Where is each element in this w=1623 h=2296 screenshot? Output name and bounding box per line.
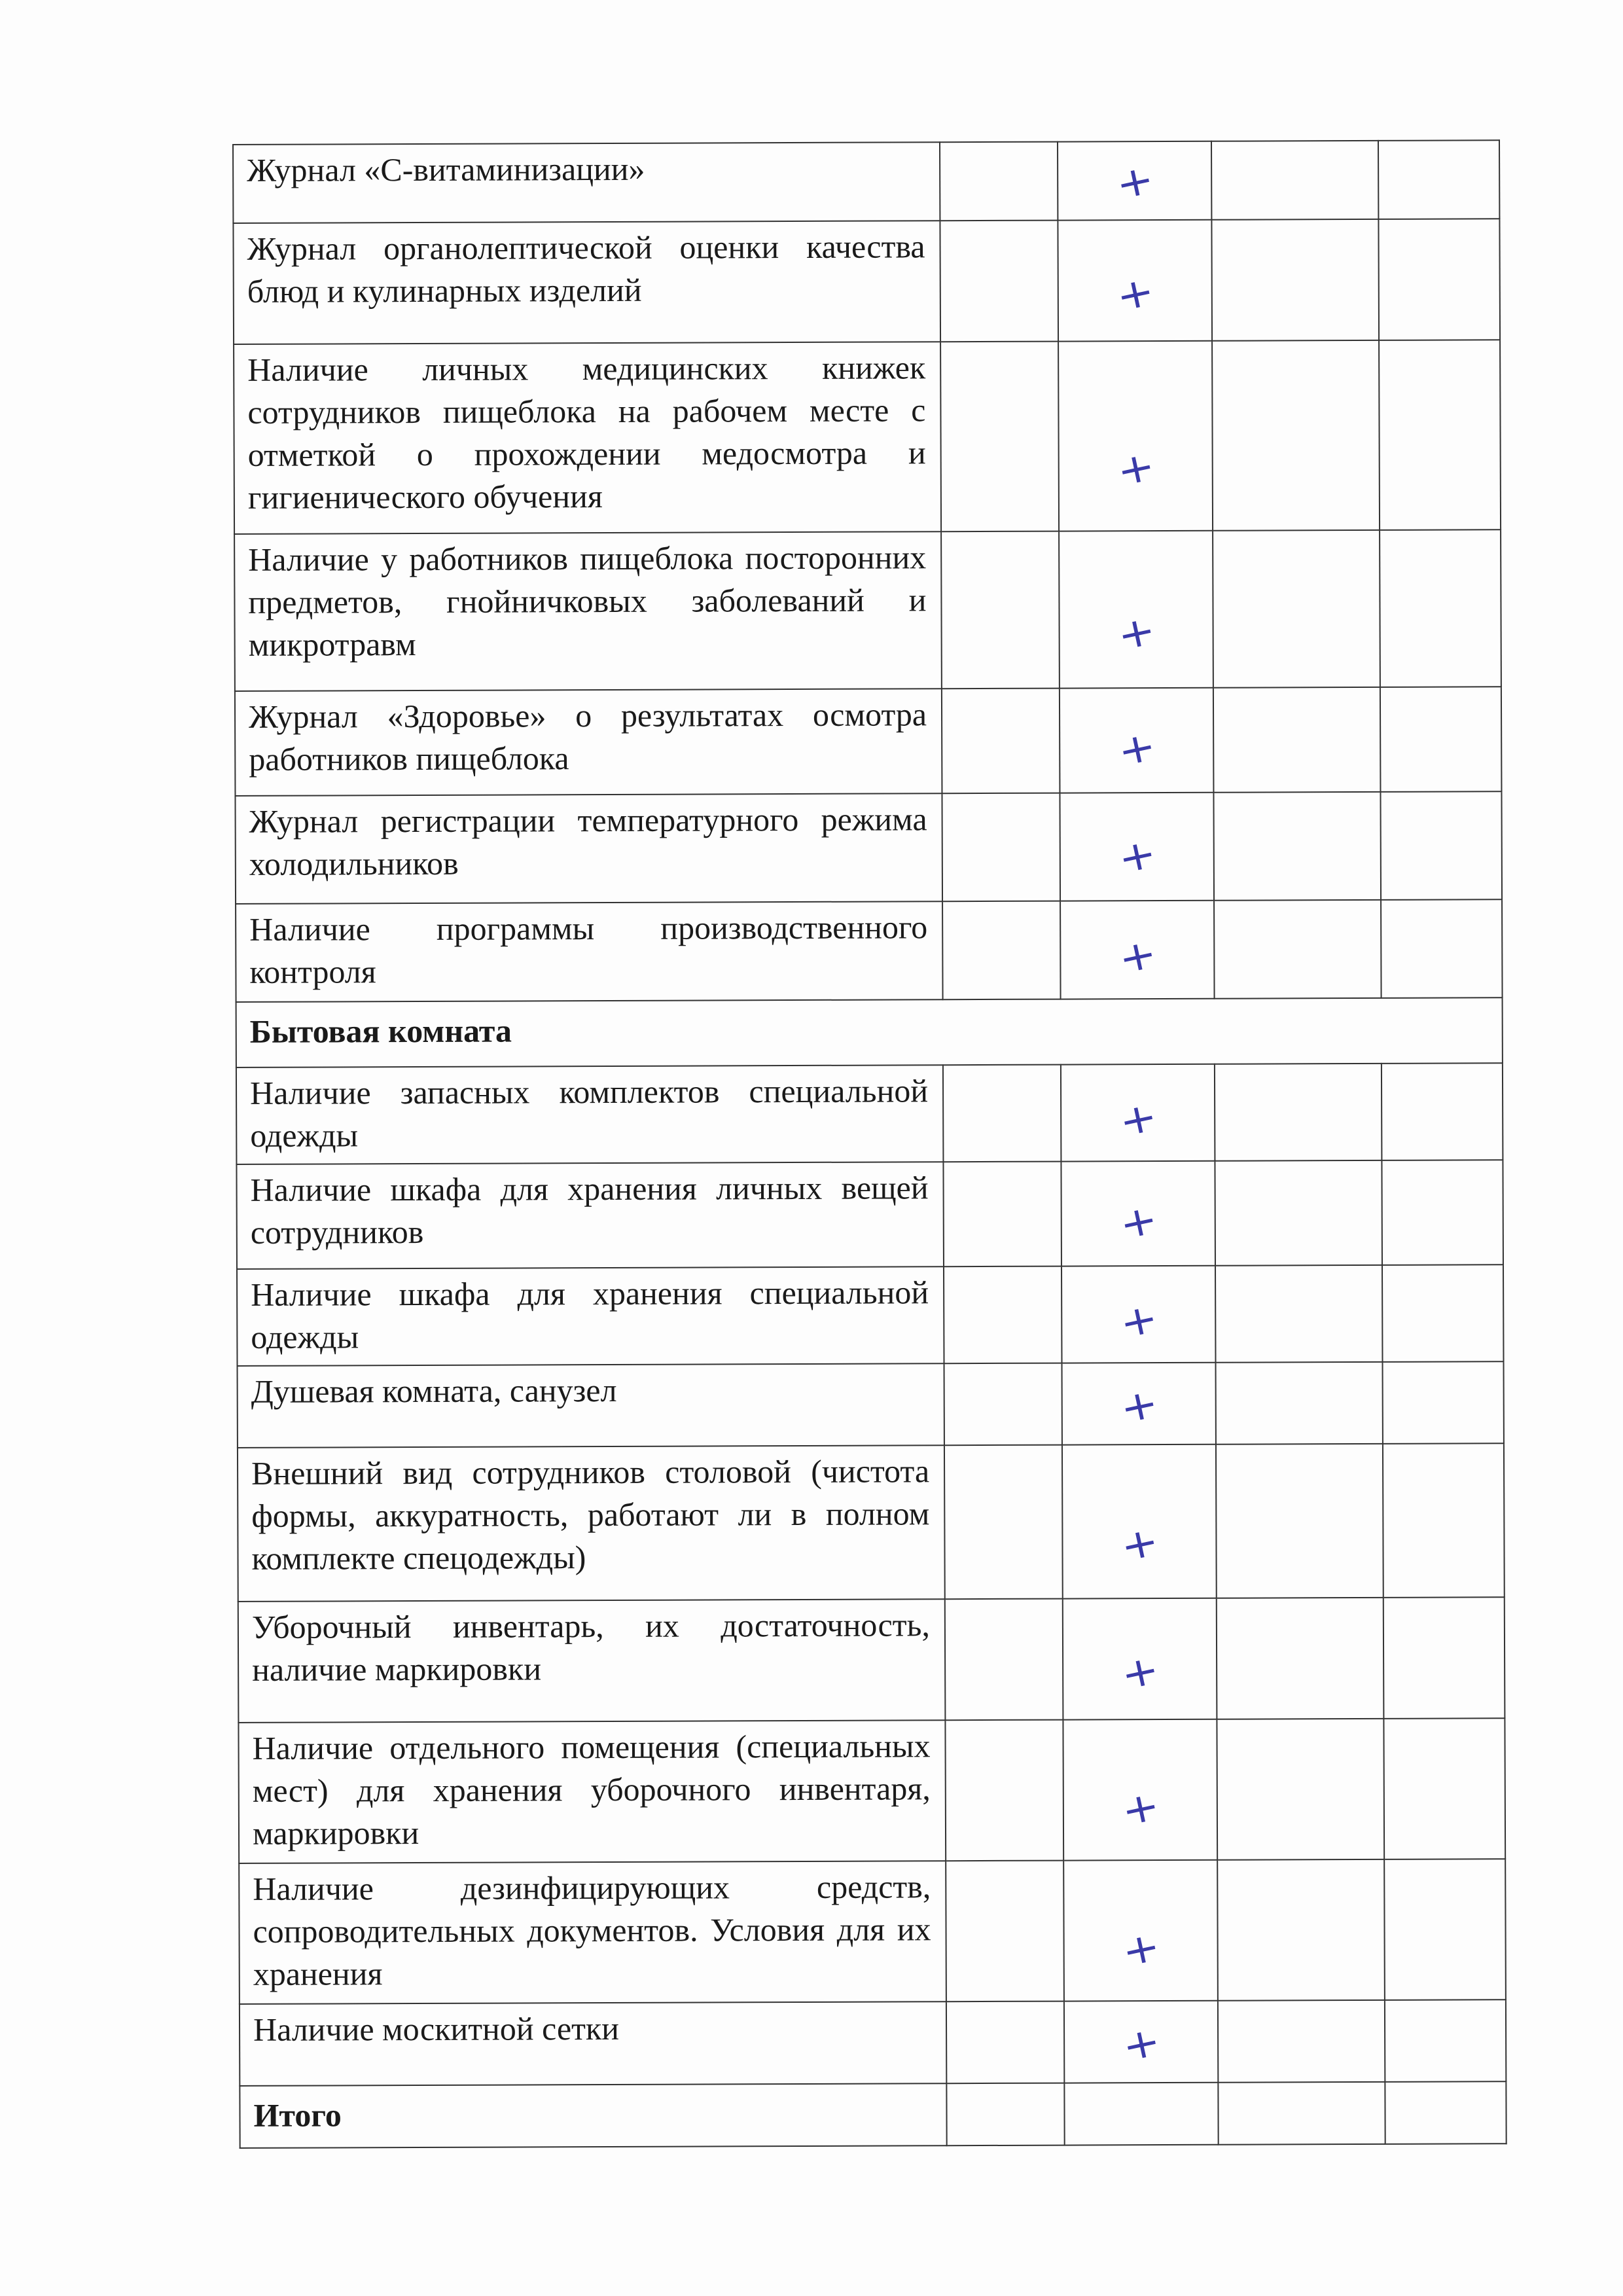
plus-mark-icon: + [1115, 1378, 1162, 1433]
mark-cell [1063, 1860, 1218, 2001]
plus-mark-icon: + [1114, 1091, 1162, 1147]
mark-cell [1061, 1161, 1215, 1266]
empty-cell [940, 342, 1059, 532]
empty-cell [1383, 1443, 1505, 1598]
item-text: Журнал «Здоровье» о результатах осмотра работников пищеблока [248, 696, 927, 778]
item-text: Уборочный инвентарь, их достаточность, наличие маркировки [251, 1606, 931, 1688]
item-cell [236, 1065, 944, 1164]
item-cell [238, 1363, 944, 1448]
plus-mark-icon: + [1115, 1293, 1162, 1348]
empty-cell [940, 221, 1058, 342]
empty-cell [1213, 530, 1380, 688]
checklist-row [234, 340, 1501, 534]
empty-cell [1218, 2082, 1385, 2145]
empty-cell [1211, 141, 1378, 220]
plus-mark-icon: + [1116, 1644, 1164, 1700]
empty-cell [940, 142, 1058, 221]
empty-cell [1379, 340, 1501, 530]
item-text: Наличие личных медицинских книжек сотрудников пищеблока на рабочем месте с отметкой о прохождении медосмотра и гигиенического обучения [247, 349, 926, 516]
plus-mark-icon: + [1117, 1922, 1164, 1977]
checklist-row [233, 140, 1499, 223]
checklist-row [238, 1361, 1504, 1448]
plus-mark-icon: + [1115, 1194, 1162, 1249]
item-text: Душевая комната, санузел [251, 1371, 617, 1410]
empty-cell [1212, 340, 1380, 531]
mark-cell [1063, 1719, 1217, 1861]
section-title: Бытовая комната [249, 1012, 512, 1050]
mark-cell [1062, 1363, 1216, 1445]
empty-cell [1382, 1160, 1503, 1265]
plus-mark-icon: + [1113, 829, 1160, 884]
empty-cell [1382, 1063, 1503, 1160]
empty-cell [942, 901, 1061, 1000]
item-text: Наличие шкафа для хранения личных вещей сотрудников [250, 1169, 929, 1251]
plus-mark-icon: + [1113, 721, 1160, 776]
mark-cell [1058, 341, 1213, 531]
item-text: Наличие программы производственного контроля [249, 908, 928, 990]
mark-cell [1061, 1266, 1216, 1363]
checklist-row [234, 529, 1501, 691]
empty-cell [1213, 792, 1381, 901]
item-cell [240, 2001, 946, 2086]
empty-cell [946, 2083, 1064, 2146]
checklist-row [235, 791, 1502, 904]
checklist-row [236, 1160, 1503, 1269]
item-text: Наличие отдельного помещения (специальных мест) для хранения уборочного инвентаря, маркировки [252, 1727, 931, 1852]
mark-cell [1063, 1598, 1217, 1720]
item-cell [238, 1599, 946, 1723]
empty-cell [1064, 2083, 1218, 2145]
item-text: Наличие москитной сетки [253, 2009, 620, 2048]
checklist-row [236, 1063, 1503, 1164]
empty-cell [1378, 219, 1500, 340]
mark-cell [1060, 688, 1214, 793]
empty-cell [1380, 687, 1502, 792]
mark-cell [1061, 1064, 1215, 1162]
checklist-row [235, 687, 1502, 796]
empty-cell [1381, 899, 1503, 998]
checklist-row [238, 1718, 1505, 1863]
checklist-row [236, 899, 1503, 1002]
empty-cell [1213, 687, 1381, 793]
item-text: Журнал регистрации температурного режима холодильников [249, 800, 927, 882]
empty-cell [1385, 2000, 1506, 2082]
item-text: Наличие запасных комплектов специальной одежды [249, 1072, 929, 1154]
empty-cell [946, 2001, 1064, 2084]
item-cell [235, 793, 942, 904]
item-cell [236, 1162, 944, 1269]
mark-cell [1064, 2001, 1218, 2083]
empty-cell [946, 1861, 1064, 2002]
checklist-row [238, 1443, 1505, 1602]
item-text: Журнал органолептической оценки качества блюд и кулинарных изделий [247, 228, 925, 310]
mark-cell [1060, 793, 1214, 901]
empty-cell [945, 1720, 1063, 1861]
item-cell [236, 901, 943, 1002]
empty-cell [1384, 1859, 1506, 2000]
empty-cell [942, 689, 1060, 794]
empty-cell [1380, 529, 1501, 687]
item-cell [237, 1266, 944, 1366]
total-label: Итого [253, 2096, 342, 2134]
item-cell [238, 1445, 945, 1602]
item-cell [234, 342, 941, 534]
mark-cell [1062, 1444, 1217, 1599]
empty-cell [1218, 2000, 1385, 2083]
empty-cell [1217, 1859, 1385, 2001]
empty-cell [943, 1162, 1061, 1267]
total-label-cell [240, 2083, 946, 2148]
empty-cell [941, 531, 1060, 689]
plus-mark-icon: + [1114, 929, 1161, 984]
empty-cell [1214, 900, 1382, 999]
empty-cell [1215, 1064, 1382, 1161]
item-cell [233, 221, 940, 344]
item-cell [239, 1861, 946, 2004]
plus-mark-icon: + [1113, 605, 1160, 660]
item-cell [233, 142, 940, 223]
empty-cell [1215, 1265, 1383, 1363]
item-text: Наличие шкафа для хранения специальной одежды [251, 1274, 929, 1355]
item-cell [238, 1720, 946, 1863]
empty-cell [1383, 1597, 1505, 1719]
checklist-row [239, 1859, 1506, 2004]
empty-cell [1382, 1265, 1504, 1362]
checklist-row [233, 219, 1500, 344]
mark-cell [1058, 141, 1211, 221]
empty-cell [944, 1445, 1063, 1600]
empty-cell [1380, 791, 1502, 900]
plus-mark-icon: + [1111, 154, 1158, 209]
empty-cell [944, 1363, 1062, 1446]
empty-cell [1211, 219, 1379, 341]
empty-cell [1378, 140, 1499, 219]
item-text: Внешний вид сотрудников столовой (чистота формы, аккуратность, работают ли в полном комплекте спецодежды) [251, 1452, 930, 1577]
total-row [240, 2081, 1506, 2148]
empty-cell [942, 793, 1060, 902]
item-text: Наличие у работников пищеблока посторонних предметов, гнойничковых заболеваний и микротравм [248, 539, 927, 663]
item-text: Наличие дезинфицирующих средств, сопроводительных документов. Условия для их хранения [253, 1868, 931, 1992]
plus-mark-icon: + [1116, 1516, 1163, 1571]
mark-cell [1058, 220, 1212, 342]
item-cell [234, 531, 942, 691]
plus-mark-icon: + [1111, 266, 1158, 321]
mark-cell [1059, 531, 1213, 689]
section-header-cell [236, 997, 1503, 1067]
empty-cell [1217, 1719, 1384, 1860]
plus-mark-icon: + [1117, 2016, 1165, 2072]
plus-mark-icon: + [1116, 1781, 1164, 1836]
empty-cell [945, 1599, 1063, 1721]
empty-cell [1385, 2081, 1506, 2144]
plus-mark-icon: + [1112, 440, 1159, 496]
empty-cell [944, 1266, 1062, 1364]
checklist-row [240, 2000, 1506, 2086]
empty-cell [943, 1065, 1061, 1162]
empty-cell [1217, 1598, 1384, 1719]
empty-cell [1383, 1718, 1505, 1859]
inspection-checklist-table [232, 139, 1507, 2149]
empty-cell [1216, 1362, 1383, 1444]
checklist-row [237, 1265, 1504, 1366]
empty-cell [1383, 1361, 1504, 1444]
empty-cell [1216, 1444, 1383, 1598]
item-text: Журнал «С-витаминизации» [247, 150, 645, 188]
mark-cell [1060, 901, 1215, 999]
checklist-row [238, 1597, 1505, 1723]
empty-cell [1215, 1160, 1382, 1266]
item-cell [235, 689, 942, 796]
section-row [236, 997, 1503, 1067]
